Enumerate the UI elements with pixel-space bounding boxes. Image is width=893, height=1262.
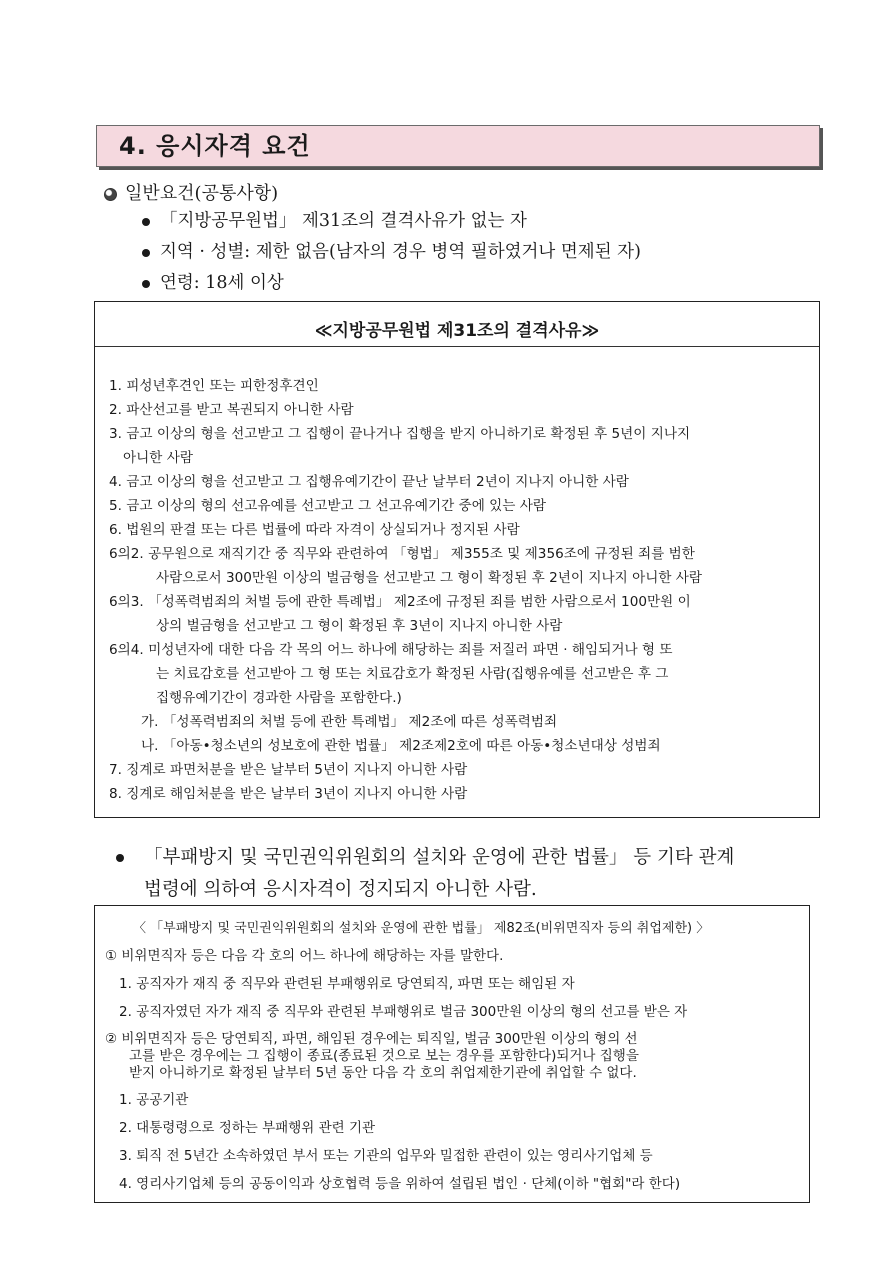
list-item-continuation: 아니한 사람	[123, 450, 193, 466]
list-item-continuation: 는 치료감호를 선고받아 그 형 또는 치료감호가 확정된 사람(집행유예를 선고받은 후 그	[156, 666, 669, 682]
section-header	[96, 125, 820, 167]
list-item-continuation: 사람으로서 300만원 이상의 벌금형을 선고받고 그 형이 확정된 후 2년이 지나지 아니한 사람	[156, 570, 703, 586]
list-item-text: 「지방공무원법」 제31조의 결격사유가 없는 자	[160, 211, 527, 231]
sub-list-item: 1. 공직자가 재직 중 직무와 관련된 부패행위로 당연퇴직, 파면 또는 해임된 자	[119, 976, 575, 992]
list-item: 6의4. 미성년자에 대한 다음 각 목의 어느 하나에 해당하는 죄를 저질러 파면 · 해임되거나 형 또	[109, 642, 673, 658]
list-item: 8. 징계로 해임처분을 받은 날부터 3년이 지나지 아니한 사람	[109, 786, 468, 802]
circle-bullet-icon	[104, 188, 117, 201]
general-requirements-heading	[104, 179, 278, 205]
list-item-text: 지역 · 성별: 제한 없음(남자의 경우 병역 필하였거나 면제된 자)	[160, 242, 641, 262]
list-item: ① 비위면직자 등은 다음 각 호의 어느 하나에 해당하는 자를 말한다.	[105, 948, 504, 964]
disqualification-box-title: ≪지방공무원법 제31조의 결격사유≫	[314, 321, 600, 341]
list-item: 4. 금고 이상의 형을 선고받고 그 집행유예기간이 끝난 날부터 2년이 지나지 아니한 사람	[109, 474, 629, 490]
list-item: 6의2. 공무원으로 재직기간 중 직무와 관련하여 「형법」 제355조 및 제356조에 규정된 죄를 범한	[109, 546, 695, 562]
title-divider	[95, 346, 819, 347]
bullet-dot-icon	[142, 249, 150, 257]
sub-list-item: 2. 공직자였던 자가 재직 중 직무와 관련된 부패행위로 벌금 300만원 이상의 형의 선고를 받은 자	[119, 1004, 688, 1020]
employment-restriction-list	[105, 916, 803, 1198]
sub-list-item: 4. 영리사기업체 등의 공동이익과 상호협력 등을 위하여 설립된 법인 · 단체(이하 "협회"라 한다)	[119, 1176, 681, 1192]
sub-list-item: 가. 「성폭력범죄의 처벌 등에 관한 특례법」 제2조에 따른 성폭력범죄	[141, 714, 558, 730]
disqualification-list	[109, 374, 813, 806]
list-item: 7. 징계로 파면처분을 받은 날부터 5년이 지나지 아니한 사람	[109, 762, 468, 778]
general-heading-text: 일반요건(공통사항)	[125, 183, 279, 204]
list-item	[138, 208, 641, 235]
list-item: 1. 피성년후견인 또는 피한정후견인	[109, 378, 319, 394]
anticorruption-line: 법령에 의하여 응시자격이 정지되지 아니한 사람.	[144, 879, 537, 900]
sub-list-item: 나. 「아동•청소년의 성보호에 관한 법률」 제2조제2호에 따른 아동•청소년대상 성범죄	[141, 738, 661, 754]
general-requirements-list	[138, 208, 641, 301]
anticorruption-requirement	[112, 842, 734, 906]
anticorruption-line	[112, 842, 734, 874]
list-item: 3. 금고 이상의 형을 선고받고 그 집행이 끝나거나 집행을 받지 아니하기로 확정된 후 5년이 지나지	[109, 426, 691, 442]
list-item: 6. 법원의 판결 또는 다른 법률에 따라 자격이 상실되거나 정지된 사람	[109, 522, 520, 538]
list-item-continuation: 받지 아니하기로 확정된 날부터 5년 동안 다음 각 호의 취업제한기관에 취업할 수 없다.	[129, 1065, 637, 1081]
list-item: ② 비위면직자 등은 당연퇴직, 파면, 해임된 경우에는 퇴직일, 벌금 300만원 이상의 형의 선	[105, 1031, 638, 1047]
list-item-continuation: 집행유예기간이 경과한 사람을 포함한다.)	[156, 690, 402, 706]
sub-list-item: 3. 퇴직 전 5년간 소속하였던 부서 또는 기관의 업무와 밀접한 관련이 있는 영리사기업체 등	[119, 1148, 653, 1164]
sub-list-item: 1. 공공기관	[119, 1092, 189, 1108]
disqualification-box	[94, 301, 820, 818]
list-item: 2. 파산선고를 받고 복권되지 아니한 사람	[109, 402, 354, 418]
bullet-dot-icon	[142, 218, 150, 226]
bullet-dot-icon	[142, 280, 150, 288]
list-item-text: 연령: 18세 이상	[160, 273, 284, 293]
employment-restriction-box	[94, 905, 810, 1203]
list-item	[138, 239, 641, 266]
list-item: 6의3. 「성폭력범죄의 처벌 등에 관한 특례법」 제2조에 규정된 죄를 범한 사람으로서 100만원 이	[109, 594, 691, 610]
anticorruption-text: 「부패방지 및 국민권익위원회의 설치와 운영에 관한 법률」 등 기타 관계	[144, 847, 735, 868]
list-item-continuation: 고를 받은 경우에는 그 집행이 종료(종료된 것으로 보는 경우를 포함한다)되거나 집행을	[129, 1048, 639, 1064]
sub-list-item: 2. 대통령령으로 정하는 부패행위 관련 기관	[119, 1120, 376, 1136]
bullet-dot-icon	[116, 854, 124, 862]
list-item: 5. 금고 이상의 형의 선고유예를 선고받고 그 선고유예기간 중에 있는 사람	[109, 498, 546, 514]
list-item-continuation: 상의 벌금형을 선고받고 그 형이 확정된 후 3년이 지나지 아니한 사람	[156, 618, 563, 634]
section-title: 4. 응시자격 요건	[119, 132, 311, 160]
list-item	[138, 270, 641, 297]
employment-box-title: 〈 「부패방지 및 국민권익위원회의 설치와 운영에 관한 법률」 제82조(비위면직자 등의 취업제한) 〉	[133, 921, 710, 936]
